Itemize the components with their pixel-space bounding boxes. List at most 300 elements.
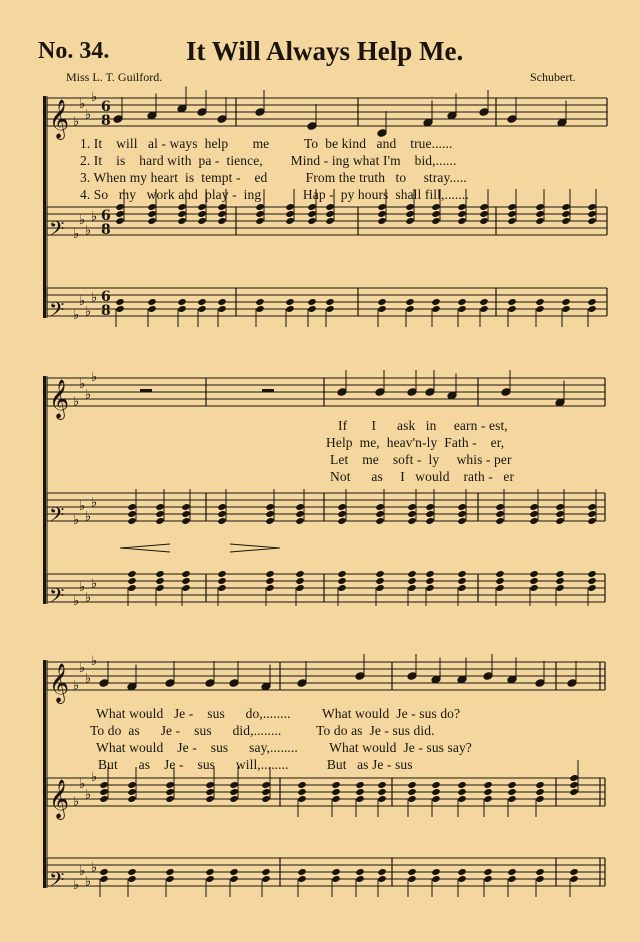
chord-note <box>331 788 340 796</box>
chord-note <box>325 305 334 313</box>
chord-note <box>155 510 164 518</box>
chord-note <box>217 510 226 518</box>
chord-note <box>297 868 306 876</box>
chord-note <box>483 868 492 876</box>
chord-note <box>295 584 304 592</box>
lyric-line <box>326 435 504 451</box>
chord-note <box>561 298 570 306</box>
lyric-word: play - <box>204 187 237 202</box>
chord-note <box>377 781 386 789</box>
chord-note <box>181 570 190 578</box>
chord-note <box>555 517 564 525</box>
lyric-line <box>330 452 512 468</box>
lyric-word: my <box>118 187 137 202</box>
chord-note <box>425 584 434 592</box>
chord-note <box>295 510 304 518</box>
chord-note <box>205 781 214 789</box>
chord-note <box>285 217 294 225</box>
decrescendo-mark <box>230 544 280 552</box>
chord-note <box>147 298 156 306</box>
chord-note <box>217 503 226 511</box>
lyric-word: sus <box>395 757 413 772</box>
chord-note <box>265 570 274 578</box>
chord-note <box>285 305 294 313</box>
chord-note <box>457 510 466 518</box>
chord-note <box>587 570 596 578</box>
flat-sign: ♭ <box>85 671 92 687</box>
flat-sign: ♭ <box>85 509 92 525</box>
chord-note <box>155 584 164 592</box>
lyric-line <box>96 706 460 722</box>
lyric-word: Je - <box>403 740 423 755</box>
chord-note <box>155 517 164 525</box>
lyric-line <box>80 153 457 169</box>
chord-note <box>377 875 386 883</box>
flat-sign: ♭ <box>79 213 86 228</box>
chord-note <box>295 570 304 578</box>
chord-note <box>529 577 538 585</box>
chord-note <box>307 217 316 225</box>
chord-note <box>337 510 346 518</box>
lyric-word: 1. It <box>80 136 103 151</box>
chord-note <box>555 584 564 592</box>
chord-note <box>217 570 226 578</box>
voice-note <box>555 398 565 407</box>
lyric-line <box>96 740 472 756</box>
chord-note <box>325 298 334 306</box>
chord-note <box>561 217 570 225</box>
voice-note <box>501 388 511 397</box>
flat-sign: ♭ <box>73 308 80 323</box>
lyric-word: bid,...... <box>414 153 457 168</box>
chord-note <box>555 503 564 511</box>
lyric-word: as <box>357 757 369 772</box>
chord-note <box>457 584 466 592</box>
chord-note <box>205 795 214 803</box>
chord-note <box>147 217 156 225</box>
lyric-word: hard with <box>139 153 192 168</box>
chord-note <box>261 875 270 883</box>
chord-note <box>457 217 466 225</box>
chord-note <box>217 305 226 313</box>
chord-note <box>217 577 226 585</box>
lyric-word: er <box>503 469 515 484</box>
chord-note <box>535 203 544 211</box>
flat-sign: ♭ <box>85 787 92 803</box>
chord-note <box>407 503 416 511</box>
chord-note <box>355 781 364 789</box>
lyric-word: 2. It <box>80 153 103 168</box>
lyric-word: I <box>400 469 405 484</box>
chord-note <box>407 795 416 803</box>
flat-sign: ♭ <box>79 580 86 595</box>
chord-note <box>265 510 274 518</box>
chord-note <box>307 298 316 306</box>
lyric-word: From the <box>305 170 356 185</box>
flat-sign: ♭ <box>85 387 92 403</box>
voice-note <box>165 679 175 688</box>
lyric-word: will <box>116 136 138 151</box>
chord-note <box>587 510 596 518</box>
chord-note <box>431 217 440 225</box>
lyric-word: sus <box>197 757 216 772</box>
voice-note <box>567 679 577 688</box>
chord-note <box>479 305 488 313</box>
lyric-word: as <box>371 469 383 484</box>
flat-sign: ♭ <box>91 654 98 669</box>
chord-note <box>205 788 214 796</box>
lyric-word: ing what <box>331 153 380 168</box>
flat-sign: ♭ <box>79 499 86 514</box>
lyric-word: work and <box>146 187 199 202</box>
chord-note <box>377 305 386 313</box>
chord-note <box>377 868 386 876</box>
voice-note <box>99 679 109 688</box>
voice-note <box>261 682 271 691</box>
flat-sign: ♭ <box>91 90 98 105</box>
chord-note <box>507 868 516 876</box>
chord-note <box>495 503 504 511</box>
time-signature: 6 <box>101 208 111 224</box>
flat-sign: ♭ <box>85 590 92 606</box>
chord-note <box>431 305 440 313</box>
system-bracket <box>43 96 46 318</box>
chord-note <box>479 217 488 225</box>
chord-note <box>181 517 190 525</box>
voice-note <box>425 388 435 397</box>
chord-note <box>457 210 466 218</box>
chord-note <box>307 203 316 211</box>
flat-sign: ♭ <box>73 513 80 528</box>
system-bracket <box>43 376 46 604</box>
chord-note <box>307 210 316 218</box>
lyric-word: my heart <box>129 170 179 185</box>
lyric-word: ed <box>254 170 268 185</box>
chord-note <box>507 217 516 225</box>
lyric-word: is <box>185 170 195 185</box>
chord-note <box>181 503 190 511</box>
flat-sign: ♭ <box>79 294 86 309</box>
rest <box>140 389 152 392</box>
lyric-word: sus <box>194 723 212 738</box>
chord-note <box>457 305 466 313</box>
hymn-title: It Will Always Help Me. <box>186 36 464 66</box>
voice-note <box>197 108 207 117</box>
chord-note <box>587 584 596 592</box>
flat-sign: ♭ <box>73 394 80 410</box>
chord-note <box>535 788 544 796</box>
chord-note <box>507 210 516 218</box>
voice-note <box>431 675 441 684</box>
chord-note <box>285 298 294 306</box>
voice-note <box>113 115 123 124</box>
chord-note <box>165 788 174 796</box>
lyric-line <box>98 757 413 773</box>
chord-note <box>507 203 516 211</box>
chord-note <box>99 868 108 876</box>
voice-note <box>205 679 215 688</box>
lyric-word: sus <box>210 740 229 755</box>
lyric-word: shall <box>395 187 422 202</box>
chord-note <box>115 210 124 218</box>
voice-note <box>217 115 227 124</box>
chord-note <box>217 517 226 525</box>
lyric-word: per <box>494 452 512 467</box>
lyric-word: would <box>415 469 450 484</box>
chord-note <box>295 503 304 511</box>
bass-clef: 𝄢 <box>49 217 65 245</box>
chord-note <box>255 305 264 313</box>
chord-note <box>407 868 416 876</box>
chord-note <box>115 217 124 225</box>
chord-note <box>457 577 466 585</box>
chord-note <box>127 503 136 511</box>
chord-note <box>535 217 544 225</box>
chord-note <box>205 875 214 883</box>
voice-note <box>407 672 417 681</box>
chord-note <box>325 203 334 211</box>
lyric-word: whis - <box>456 452 491 467</box>
chord-note <box>375 577 384 585</box>
lyric-word: Je - <box>177 740 197 755</box>
chord-note <box>407 875 416 883</box>
lyric-word: did,........ <box>232 723 282 738</box>
chord-note <box>507 298 516 306</box>
lyric-word: pa - <box>198 153 220 168</box>
voice-note <box>375 388 385 397</box>
chord-note <box>535 795 544 803</box>
chord-note <box>165 781 174 789</box>
composer-credit: Schubert. <box>530 70 576 84</box>
chord-note <box>127 875 136 883</box>
lyric-word: Je - <box>164 757 184 772</box>
flat-sign: ♭ <box>79 661 86 676</box>
time-signature: 8 <box>101 222 111 238</box>
chord-note <box>457 875 466 883</box>
chord-note <box>331 781 340 789</box>
chord-note <box>337 584 346 592</box>
chord-note <box>285 210 294 218</box>
chord-note <box>529 503 538 511</box>
chord-note <box>165 795 174 803</box>
chord-note <box>529 510 538 518</box>
chord-note <box>431 875 440 883</box>
lyric-word: al - ways <box>148 136 198 151</box>
chord-note <box>561 210 570 218</box>
chord-note <box>217 584 226 592</box>
lyric-line <box>80 187 469 203</box>
chord-note <box>507 795 516 803</box>
chord-note <box>331 875 340 883</box>
chord-note <box>431 795 440 803</box>
chord-note <box>375 510 384 518</box>
chord-note <box>265 517 274 525</box>
chord-note <box>407 517 416 525</box>
voice-note <box>147 111 157 120</box>
chord-note <box>127 868 136 876</box>
chord-note <box>457 503 466 511</box>
chord-note <box>375 503 384 511</box>
chord-note <box>265 577 274 585</box>
voice-note <box>255 108 265 117</box>
lyric-word: sus <box>419 706 437 721</box>
chord-note <box>375 584 384 592</box>
lyric-word: 3. When <box>80 170 127 185</box>
lyric-word: as <box>138 757 151 772</box>
chord-note <box>425 517 434 525</box>
chord-note <box>229 868 238 876</box>
treble-clef: 𝄞 <box>49 379 70 419</box>
lyric-word: stray..... <box>423 170 467 185</box>
lyric-word: er, <box>490 435 505 450</box>
lyric-word: to <box>395 170 407 185</box>
chord-note <box>99 788 108 796</box>
chord-note <box>181 577 190 585</box>
chord-note <box>405 217 414 225</box>
lyric-word: help <box>204 136 229 151</box>
chord-note <box>177 305 186 313</box>
lyric-word: say,........ <box>249 740 298 755</box>
chord-note <box>425 510 434 518</box>
voice-note <box>297 679 307 688</box>
lyric-word: me <box>362 452 379 467</box>
chord-note <box>569 774 578 782</box>
lyric-word: earn - <box>453 418 486 433</box>
chord-note <box>217 298 226 306</box>
chord-note <box>197 305 206 313</box>
lyric-word: If <box>338 418 348 433</box>
chord-note <box>405 210 414 218</box>
lyric-word: I'm <box>382 153 401 168</box>
lyric-word: Je - <box>372 757 392 772</box>
lyric-word: est, <box>489 418 508 433</box>
chord-note <box>555 510 564 518</box>
chord-note <box>307 305 316 313</box>
chord-note <box>407 570 416 578</box>
chord-note <box>197 203 206 211</box>
chord-note <box>355 795 364 803</box>
chord-note <box>217 217 226 225</box>
lyric-word: do,........ <box>245 706 291 721</box>
chord-note <box>297 795 306 803</box>
chord-note <box>261 795 270 803</box>
flat-sign: ♭ <box>85 223 92 239</box>
lyric-word: sus <box>426 740 445 755</box>
rest <box>262 389 274 392</box>
chord-note <box>457 781 466 789</box>
lyric-word: fill,....... <box>424 187 469 202</box>
lyric-word: sus <box>207 706 225 721</box>
chord-note <box>377 788 386 796</box>
chord-note <box>569 875 578 883</box>
lyric-word: Je - <box>173 706 194 721</box>
chord-note <box>155 503 164 511</box>
flat-sign: ♭ <box>79 777 86 792</box>
chord-note <box>325 210 334 218</box>
lyric-word: me, <box>359 435 380 450</box>
chord-note <box>425 570 434 578</box>
chord-note <box>529 517 538 525</box>
chord-note <box>261 788 270 796</box>
lyric-word: sus <box>392 723 411 738</box>
chord-note <box>495 584 504 592</box>
chord-note <box>561 305 570 313</box>
chord-note <box>529 570 538 578</box>
chord-note <box>155 577 164 585</box>
time-signature: 8 <box>101 303 111 319</box>
voice-note <box>355 672 365 681</box>
flat-sign: ♭ <box>79 97 86 112</box>
chord-note <box>229 781 238 789</box>
chord-note <box>229 875 238 883</box>
chord-note <box>377 217 386 225</box>
voice-note <box>483 672 493 681</box>
lyric-word: What would <box>321 706 390 721</box>
chord-note <box>177 217 186 225</box>
chord-note <box>229 795 238 803</box>
voice-note <box>407 388 417 397</box>
chord-note <box>127 788 136 796</box>
voice-note <box>177 104 187 113</box>
chord-note <box>127 577 136 585</box>
chord-note <box>177 203 186 211</box>
lyric-word: What would <box>329 740 397 755</box>
chord-note <box>407 577 416 585</box>
chord-note <box>587 517 596 525</box>
chord-note <box>483 781 492 789</box>
chord-note <box>569 781 578 789</box>
chord-note <box>507 781 516 789</box>
lyric-word: Je - <box>369 723 389 738</box>
chord-note <box>377 210 386 218</box>
chord-note <box>165 875 174 883</box>
lyric-line <box>80 136 452 152</box>
chord-note <box>177 298 186 306</box>
chord-note <box>337 517 346 525</box>
treble-clef: 𝄞 <box>49 779 70 819</box>
chord-note <box>265 584 274 592</box>
flat-sign: ♭ <box>91 495 98 511</box>
chord-note <box>295 577 304 585</box>
chord-note <box>405 305 414 313</box>
chord-note <box>569 788 578 796</box>
bass-clef: 𝄢 <box>49 584 65 612</box>
chord-note <box>431 781 440 789</box>
voice-note <box>127 682 137 691</box>
chord-note <box>407 788 416 796</box>
voice-note <box>447 391 457 400</box>
lyric-word: To do <box>316 723 348 738</box>
chord-note <box>297 781 306 789</box>
flat-sign: ♭ <box>73 114 80 130</box>
chord-note <box>535 298 544 306</box>
chord-note <box>155 570 164 578</box>
chord-note <box>205 868 214 876</box>
chord-note <box>507 875 516 883</box>
chord-note <box>495 570 504 578</box>
chord-note <box>407 781 416 789</box>
chord-note <box>457 788 466 796</box>
chord-note <box>535 781 544 789</box>
chord-note <box>261 868 270 876</box>
voice-note <box>557 118 567 127</box>
lyric-line <box>90 723 435 739</box>
chord-note <box>297 875 306 883</box>
lyric-word: say? <box>447 740 472 755</box>
chord-note <box>587 503 596 511</box>
lyric-word: tempt - <box>201 170 241 185</box>
chord-note <box>431 868 440 876</box>
